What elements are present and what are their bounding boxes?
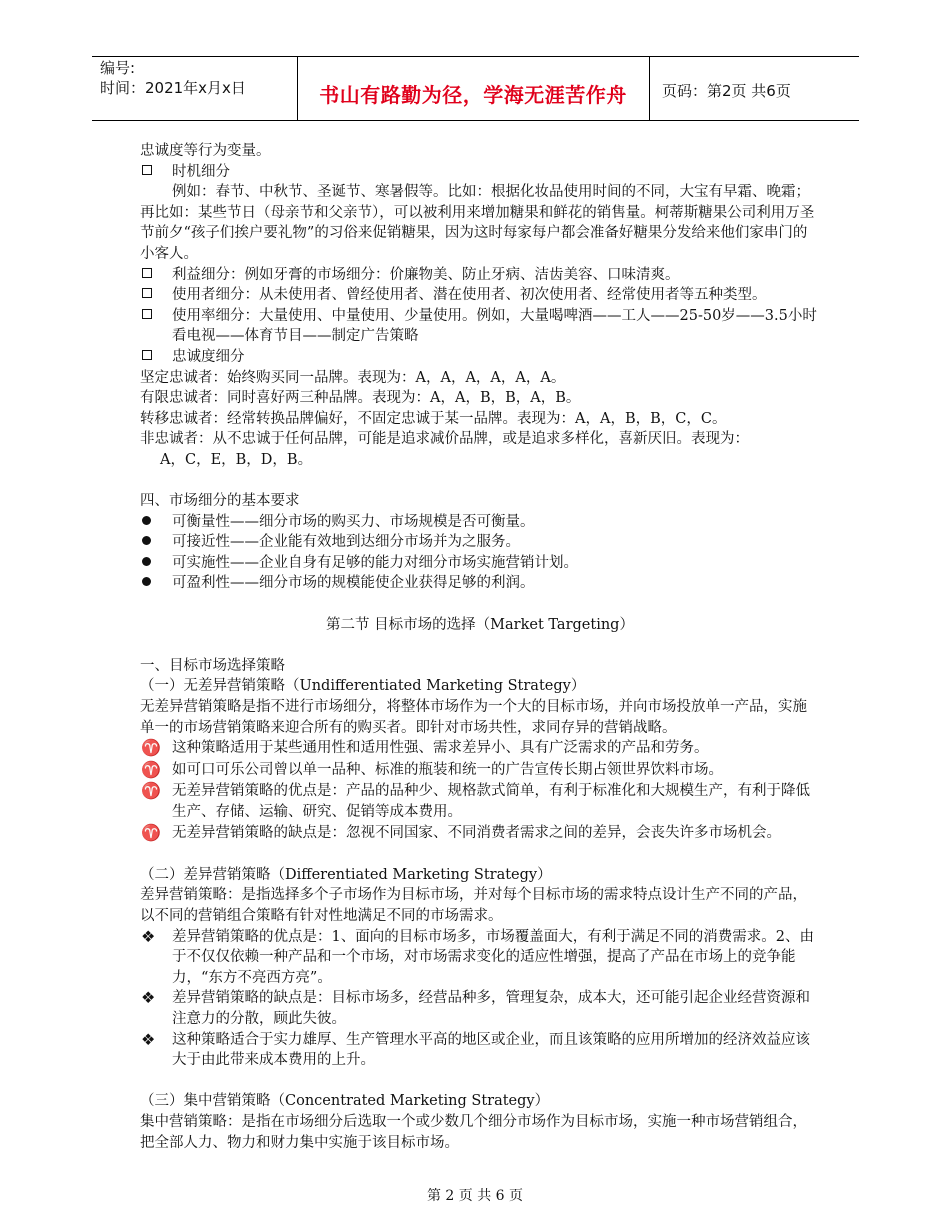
timing-title: 时机细分 (172, 163, 230, 180)
undiff-title: （一）无差异营销策略（Undifferentiated Marketing Strategy） (140, 678, 586, 695)
diamond-bullet-icon: ❖ (141, 988, 156, 1008)
undiff-1-text: 这种策略适用于某些通用性和适用性强、需求差异小、具有广泛需求的产品和劳务。 (172, 740, 709, 757)
list-item-req-4 (140, 573, 820, 594)
document-body (140, 141, 820, 1153)
list-item-undiff-2 (140, 760, 820, 782)
header-divider-right (649, 56, 650, 120)
square-bullet-icon (142, 288, 152, 298)
paragraph-timing: 例如：春节、中秋节、圣诞节、寒暑假等。比如：根据化妆品使用时间的不同，大宝有早霜、晚霜；再比如：某些节日（母亲节和父亲节），可以被利用来增加糖果和鲜花的销售量。柯蒂斯糖果公司利用万圣节前夕“孩子们挨户要礼物”的习俗来促销糖果，因为这时每家每户都会准备好糖果分发给来他们家串门的小客人。 (140, 184, 815, 262)
undiff-2-text: 如可口可乐公司曾以单一品种、标准的瓶装和统一的广告宣传长期占领世界饮料市场。 (172, 761, 723, 778)
square-bullet-icon (142, 165, 152, 175)
paragraph-loyalty-variable: 忠诚度等行为变量。 (140, 143, 271, 159)
list-item-timing (140, 162, 820, 183)
conc-title: （三）集中营销策略（Concentrated Marketing Strategy） (140, 1093, 550, 1110)
dot-bullet-icon (142, 516, 151, 525)
diff-1-text: 差异营销策略的优点是：1、面向的目标市场多，市场覆盖面大，有利于满足不同的消费需求。2、由于不仅仅依赖一种产品和一个市场，对市场需求变化的适应性增强，提高了产品在市场上的竞争能力，“东方不亮西方亮”。 (172, 928, 814, 986)
loyal-hard: 坚定忠诚者：始终购买同一品牌。表现为：A，A，A，A，A，A。 (140, 369, 566, 386)
dot-bullet-icon (142, 577, 151, 586)
diff-3-text: 这种策略适合于实力雄厚、生产管理水平高的地区或企业，而且该策略的应用所增加的经济效益应该大于由此带来成本费用的上升。 (172, 1031, 810, 1069)
header-top-rule (92, 56, 859, 57)
diamond-bullet-icon: ❖ (141, 926, 156, 946)
list-item-undiff-3 (140, 781, 820, 822)
header-bottom-rule (92, 120, 859, 121)
aries-bullet-icon: ♈ (141, 759, 161, 779)
requirements-title: 四、市场细分的基本要求 (140, 493, 300, 510)
benefit-text: 利益细分：例如牙膏的市场细分：价廉物美、防止牙病、洁齿美容、口味清爽。 (172, 266, 680, 283)
dot-bullet-icon (142, 557, 151, 566)
diamond-bullet-icon: ❖ (141, 1029, 156, 1049)
diff-text: 差异营销策略：是指选择多个子市场作为目标市场，并对每个目标市场的需求特点设计生产不同的产品，以不同的营销组合策略有针对性地满足不同的市场需求。 (140, 887, 807, 924)
list-item-diff-1 (140, 927, 820, 989)
list-item-usage-rate (140, 306, 820, 347)
aries-bullet-icon: ♈ (141, 738, 161, 758)
square-bullet-icon (142, 350, 152, 360)
header-meta (100, 58, 246, 98)
header-motto: 书山有路勤为径，学海无涯苦作舟 (319, 83, 627, 107)
user-text: 使用者细分：从未使用者、曾经使用者、潜在使用者、初次使用者、经常使用者等五种类型。 (172, 287, 767, 304)
loyal-shifting: 转移忠诚者：经常转换品牌偏好，不固定忠诚于某一品牌。表现为：A，A，B，B，C，C。 (140, 410, 727, 427)
loyal-none-cont: A，C，E，B，D，B。 (160, 451, 313, 468)
loyalty-title: 忠诚度细分 (172, 348, 245, 365)
list-item-req-1 (140, 512, 820, 533)
req-2-text: 可接近性——企业能有效地到达细分市场并为之服务。 (172, 534, 520, 551)
undiff-4-text: 无差异营销策略的缺点是：忽视不同国家、不同消费者需求之间的差异，会丧失许多市场机会。 (172, 824, 781, 841)
dot-bullet-icon (142, 536, 151, 545)
undiff-3-text: 无差异营销策略的优点是：产品的品种少、规格款式简单，有利于标准化和大规模生产，有利于降低生产、存储、运输、研究、促销等成本费用。 (172, 783, 810, 820)
list-item-benefit (140, 265, 820, 286)
list-item-diff-3 (140, 1030, 820, 1071)
aries-bullet-icon: ♈ (141, 781, 161, 801)
req-4-text: 可盈利性——细分市场的规模能使企业获得足够的利润。 (172, 575, 535, 592)
document-time-label: 时间：2021年x月x日 (100, 79, 246, 97)
section-2-title: 第二节 目标市场的选择（Market Targeting） (326, 616, 634, 633)
list-item-diff-2 (140, 988, 820, 1029)
undiff-text: 无差异营销策略是指不进行市场细分，将整体市场作为一个大的目标市场，并向市场投放单一产品，实施单一的市场营销策略来迎合所有的购买者。即针对市场共性，求同存异的营销战略。 (140, 699, 807, 736)
list-item-req-3 (140, 553, 820, 574)
conc-text: 集中营销策略：是指在市场细分后选取一个或少数几个细分市场作为目标市场，实施一种市场营销组合，把全部人力、物力和财力集中实施于该目标市场。 (140, 1113, 807, 1151)
list-item-undiff-4 (140, 823, 820, 845)
list-item-loyalty (140, 347, 820, 368)
square-bullet-icon (142, 268, 152, 278)
loyal-limited: 有限忠诚者：同时喜好两三种品牌。表现为：A，A，B，B，A，B。 (140, 390, 581, 407)
usage-rate-text: 使用率细分：大量使用、中量使用、少量使用。例如，大量喝啤酒——工人——25-50岁——3.5小时看电视——体育节目——制定广告策略 (172, 307, 817, 345)
req-3-text: 可实施性——企业自身有足够的能力对细分市场实施营销计划。 (172, 554, 578, 571)
square-bullet-icon (142, 309, 152, 319)
loyal-none: 非忠诚者：从不忠诚于任何品牌，可能是追求减价品牌，或是追求多样化，喜新厌旧。表现为： (140, 431, 749, 448)
req-1-text: 可衡量性——细分市场的购买力、市场规模是否可衡量。 (172, 513, 535, 530)
diff-2-text: 差异营销策略的缺点是：目标市场多，经营品种多，管理复杂，成本大，还可能引起企业经营资源和注意力的分散，顾此失彼。 (172, 990, 810, 1027)
page-footer: 第 2 页 共 6 页 (426, 1188, 524, 1204)
aries-bullet-icon: ♈ (141, 822, 161, 842)
document-number-label: 编号: (100, 59, 136, 77)
header-page-info: 页码：第2页 共6页 (662, 82, 791, 100)
list-item-user (140, 285, 820, 306)
strategy-title: 一、目标市场选择策略 (140, 657, 285, 674)
list-item-req-2 (140, 532, 820, 553)
diff-title: （二）差异营销策略（Differentiated Marketing Strategy） (140, 866, 552, 883)
list-item-undiff-1 (140, 738, 820, 760)
